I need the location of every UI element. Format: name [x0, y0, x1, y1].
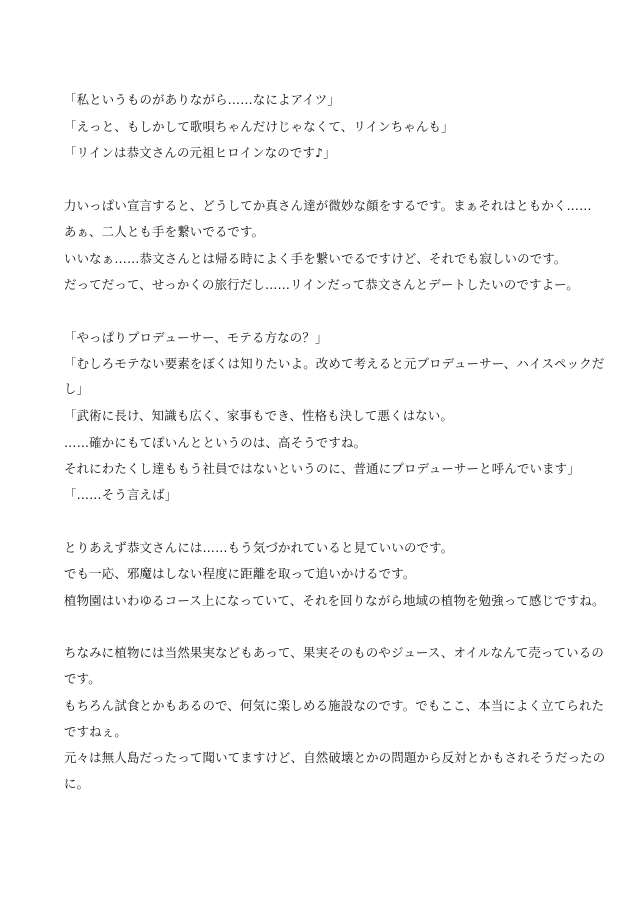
text-line: ちなみに植物には当然果実などもあって、果実そのものやジュース、オイルなんて売っているの	[64, 645, 604, 660]
text-line: でも一応、邪魔はしない程度に距離を取って追いかけるです。	[64, 566, 416, 581]
text-line: 「えっと、もしかして歌唄ちゃんだけじゃなくて、リインちゃんも」	[64, 119, 454, 134]
text-line: とりあえず恭文さんには……もう気づかれていると見ていいのです。	[64, 540, 454, 555]
text-line: 元々は無人島だったって聞いてますけど、自然破壊とかの問題から反対とかもされそうだったの	[64, 750, 606, 765]
text-line: それにわたくし達ももう社員ではないというのに、普通にプロデューサーと呼んでいます」	[64, 461, 580, 476]
text-line: 「武術に長け、知識も広く、家事もでき、性格も決して悪くはない。	[64, 408, 454, 423]
text-line: 「私というものがありながら……なによアイツ」	[64, 92, 340, 107]
text-line: あぁ、二人とも手を繋いでるです。	[64, 224, 265, 239]
text-line: もちろん試食とかもあるので、何気に楽しめる施設なのです。でもここ、本当によく立てられた	[64, 698, 605, 713]
text-line: ですねぇ。	[64, 724, 127, 739]
text-line: し」	[64, 381, 90, 396]
text-line: に。	[64, 776, 90, 791]
text-line: ……確かにもてぽいんとというのは、高そうですね。	[64, 435, 367, 450]
text-line: 「やっぱりプロデューサー、モテる方なの？」	[64, 330, 328, 345]
text-line: 「むしろモテない要素をぼくは知りたいよ。改めて考えると元プロデューサー、ハイスペックだ	[64, 356, 605, 371]
text-line: 植物園はいわゆるコース上になっていて、それを回りながら地域の植物を勉強って感じですね。	[64, 593, 605, 608]
text-line: 「……そう言えば」	[64, 487, 178, 502]
text-line: 「リインは恭文さんの元祖ヒロインなのです♪」	[64, 145, 336, 160]
text-line: だってだって、せっかくの旅行だし……リインだって恭文さんとデートしたいのですよー。	[64, 277, 579, 292]
text-line: いいなぁ……恭文さんとは帰る時によく手を繋いでるですけど、それでも寂しいのです。	[64, 251, 567, 266]
text-line: です。	[64, 671, 101, 686]
text-line: 力いっぱい宣言すると、どうしてか真さん達が微妙な顔をするです。まぁそれはともかく……	[64, 198, 592, 213]
